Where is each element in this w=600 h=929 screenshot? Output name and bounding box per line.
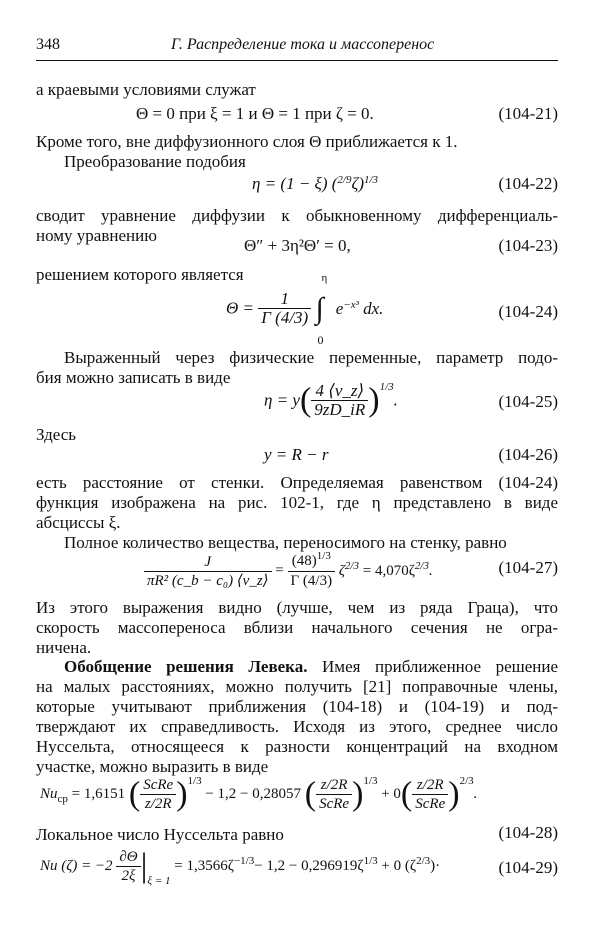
integral-sign: ∫ η 0 <box>315 271 328 347</box>
integrand-tail: dx. <box>358 298 384 318</box>
equation-104-26 <box>36 445 558 469</box>
fraction-denominator: πR² (c_b − c₀) ⟨v_z⟩ <box>147 572 269 589</box>
equation-number: (104-21) <box>498 104 558 123</box>
fraction-numerator: (48) <box>291 553 317 569</box>
equation-104-27: $\frac{J}{\text{πR² (c\_b − c₀) ⟨v\_z⟩}}$ = $\frac{(48)^{1/3}}{\Gamma (4/3)}$ $\zeta^{2/3} = 4,070\zeta^{2/3}$. (104-27) <box>36 552 558 596</box>
fraction-2 <box>316 776 352 813</box>
page-header <box>36 34 558 56</box>
fraction-numerator: ScRe <box>140 776 176 795</box>
text-line: Локальное число Нуссельта равно <box>36 825 284 844</box>
equation-number: (104-25) <box>498 392 558 411</box>
text-line: участке, можно выразить в виде <box>36 757 269 776</box>
equation-rhs-4: )· <box>430 858 441 874</box>
equation-fraction <box>258 290 311 327</box>
equation-number: (104-28) <box>498 823 558 842</box>
fraction-denominator: z/2R <box>144 796 172 812</box>
equation-exponent: 1/3 <box>379 381 394 394</box>
text-line: абсциссы ξ. <box>36 513 121 532</box>
fraction-numerator: ∂Θ <box>116 848 140 867</box>
fraction-denominator: ScRe <box>319 796 350 812</box>
equation-fraction: 2/9 <box>337 174 352 186</box>
integral-upper-limit: η <box>321 271 328 284</box>
equation-exponent: 1/3 <box>364 174 379 186</box>
page-number: 348 <box>36 36 60 53</box>
text-line: которые учитывают приближения (104-18) и (104-19) и под- <box>36 697 558 716</box>
text-line: Здесь <box>36 425 77 444</box>
equation-lhs: η = (1 − ξ) ( <box>252 174 338 193</box>
text-line: Выраженный через физические переменные, параметр подо- <box>64 348 558 367</box>
text-line: бия можно записать в виде <box>36 368 231 387</box>
integral-lower-limit: 0 <box>317 332 324 347</box>
text-line: ному уравнению <box>36 226 157 245</box>
equation-number: (104-24) <box>498 302 558 321</box>
equation-result: = 4,070ζ <box>362 562 415 579</box>
text-line: Нуссельта, относящееся к разности концентраций на входном <box>36 737 558 756</box>
fraction-denominator: Γ (4/3) <box>261 308 309 327</box>
equation-lhs: Θ = <box>226 298 254 318</box>
result-exponent: 2/3 <box>414 559 429 572</box>
fraction-denominator: 9zD_iR <box>314 400 366 419</box>
equation-fraction-left <box>144 553 272 590</box>
equation-rhs-2: − 1,2 − 0,296919ζ <box>254 858 364 874</box>
fraction-numerator: J <box>144 553 272 572</box>
equation-tail: ζ <box>338 562 345 579</box>
text-line: а краевыми условиями служат <box>36 80 256 99</box>
running-title: Г. Распределение тока и массоперенос <box>171 36 435 53</box>
text-line: Полное количество вещества, переносимого на стенку, равно <box>64 533 507 552</box>
equation-104-25: η = y( $\frac{4 ⟨v\_z⟩}{9zD\_iR}$ )$^{1/3}$. (104-25) <box>264 381 558 419</box>
equation-rhs: ζ) <box>351 174 364 193</box>
fraction-denominator: ScRe <box>415 796 446 812</box>
fraction-denominator: Γ (4/3) <box>290 573 333 589</box>
header-rule <box>36 60 558 61</box>
section-heading: Обобщение решения Левека. <box>64 657 308 676</box>
equation-number: (104-23) <box>498 236 558 255</box>
rhs-exponent-3: 2/3 <box>416 855 431 867</box>
equation-rhs-3: + 0 (ζ <box>381 858 417 874</box>
text-line: есть расстояние от стенки. Определяемая равенством (104-24) <box>36 473 558 492</box>
equation-104-28: $Nu_{ср} = 1,6151$ ( $\frac{\text{ScRe}}{z/2R}$ )$^{1/3}$ − 1,2 − 0,28057 ( $\frac{z/2R}{\text{ScRe}}$ )$^{1/3}$ + 0( $\frac{z/2R}{\text{ScRe}}$ )$^{2/3}$. <box>40 774 478 813</box>
fraction-denominator: 2ξ <box>121 868 136 884</box>
text-line: Кроме того, вне диффузионного слоя Θ приближается к 1. <box>36 132 458 151</box>
text-line: решением которого является <box>36 265 244 284</box>
equation-lhs: Nu <box>40 786 58 802</box>
text-line: тверждают их справедливость. Исходя из этого, среднее число <box>36 717 558 736</box>
document-page <box>36 0 558 929</box>
text-line: Преобразование подобия <box>64 152 246 171</box>
equation-body: Θ″ + 3η²Θ′ = 0, <box>244 236 351 255</box>
fraction-numerator: 4 ⟨v_z⟩ <box>311 382 368 401</box>
fraction-3-exponent: 2/3 <box>459 774 474 787</box>
tail-exponent: 2/3 <box>344 559 359 572</box>
integrand-exponent: −x³ <box>343 298 359 311</box>
equation-number: (104-22) <box>498 174 558 193</box>
rhs-exponent-2: 1/3 <box>363 855 378 867</box>
section-text: Имея приближенное решение <box>307 657 559 676</box>
equation-coef-2: − 1,2 − 0,28057 <box>205 786 301 802</box>
text-line <box>36 656 558 677</box>
equation-body: y = R − r <box>264 445 329 464</box>
equation-104-29: Nu (ζ) = −2 $\frac{\partial\Theta}{2\xi}$ $|_{\xi = 1} = 1,3566\zeta^{-1/3}- 1,2 - 0,296919\zeta^{1/3} + 0$ $(\zeta^{2/3})\cdot$ (104-29) <box>40 847 558 887</box>
numerator-exponent: 1/3 <box>316 550 331 562</box>
text-line: Из этого выражения видно (лучше, чем из ряда Граца), что <box>36 598 558 617</box>
equation-number: (104-27) <box>498 558 558 577</box>
equation-fraction <box>311 382 368 419</box>
text-line: скорость массопереноса вблизи начального сечения не огра- <box>36 618 558 637</box>
text-line: на малых расстояниях, можно получить [21] поправочные члены, <box>36 677 558 696</box>
fraction-numerator: z/2R <box>412 776 448 795</box>
equation-lhs: η = y <box>264 390 300 410</box>
fraction-2-exponent: 1/3 <box>363 774 378 787</box>
fraction-1-exponent: 1/3 <box>187 774 202 787</box>
equation-104-21 <box>36 104 558 128</box>
lhs-subscript: ср <box>57 793 68 805</box>
equation-104-22 <box>36 174 558 198</box>
evaluation-point: ξ = 1 <box>147 874 171 887</box>
fraction-numerator: z/2R <box>316 776 352 795</box>
equation-body: Θ = 0 при ξ = 1 и Θ = 1 при ζ = 0. <box>136 104 374 123</box>
fraction-3 <box>412 776 448 813</box>
equation-104-23 <box>36 236 558 260</box>
text-line: ничена. <box>36 638 92 657</box>
fraction-1 <box>140 776 176 813</box>
equation-coef-1: = 1,6151 <box>71 786 126 802</box>
integrand: e <box>335 298 344 318</box>
equation-number: (104-26) <box>498 445 558 464</box>
equation-rhs-1: = 1,3566ζ <box>174 858 234 874</box>
equation-tail: . <box>393 390 398 410</box>
equation-fraction <box>116 848 140 885</box>
equation-coef-3: + 0 <box>381 786 401 802</box>
text-line: сводит уравнение диффузии к обыкновенному дифференциаль- <box>36 206 558 225</box>
equation-lhs: Nu (ζ) = −2 <box>40 858 113 874</box>
text-line: функция изображена на рис. 102-1, где η представлено в виде <box>36 493 558 512</box>
equation-number: (104-29) <box>498 858 558 877</box>
rhs-exponent-1: −1/3 <box>233 855 255 867</box>
equation-fraction-right <box>288 552 336 590</box>
fraction-numerator: 1 <box>258 290 311 309</box>
